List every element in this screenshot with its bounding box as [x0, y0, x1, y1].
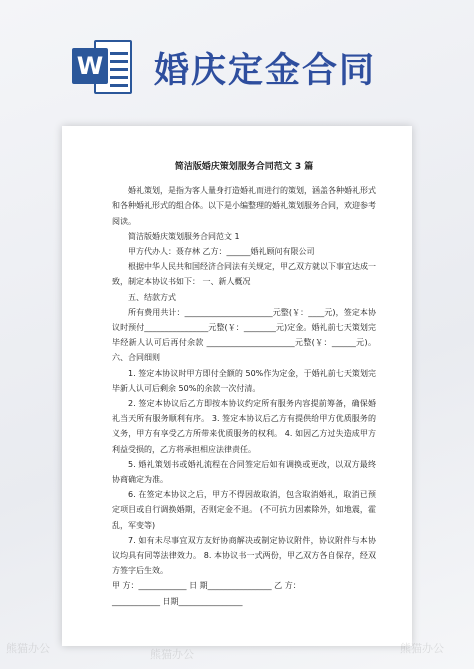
paragraph-section-title: 简洁版婚庆策划服务合同范文 1	[128, 231, 240, 241]
watermark: 熊猫办公	[6, 642, 50, 655]
paragraph-clause-5: 5. 婚礼策划书或婚礼流程在合同签定后如有调换或更改，以双方最终协商确定为准。	[112, 459, 376, 485]
paragraph-clause-1: 1. 签定本协议时甲方即付全额的 50%作为定金，于婚礼前七天策划完毕新人认可后剩余 50%的余款一次付清。	[112, 368, 376, 393]
paragraph-basis: 根据中华人民共和国经济合同法有关规定，甲乙双方就以下事宜达成一致，制定本协议书如下： 一、新人概况	[112, 262, 376, 287]
paragraph-clause-6: 6. 在签定本协议之后，甲方不得因故取消，包含取消婚礼，取消已预定项目或自行调换婚期，否则定金不退。 (不可抗力因素除外，如地震，霍乱，军变等)	[112, 490, 376, 530]
watermark: 熊猫办公	[400, 642, 444, 655]
signature-line-1: 甲 方：____________ 日 期________________ 乙 方：	[112, 581, 301, 591]
document-content	[112, 160, 376, 609]
document-title: 简洁版婚庆策划服务合同范文 3 篇	[174, 162, 314, 172]
word-letter: W	[72, 48, 108, 84]
word-icon	[72, 36, 134, 98]
paragraph-clause-7-8: 7. 如有未尽事宜双方友好协商解决或制定协议附件，协议附件与本协议均具有同等法律效力。 8. 本协议书一式两份，甲乙双方各自保存，经双方签字后生效。	[112, 535, 376, 576]
paragraph-payment: 所有费用共计：______________________元整(￥：____元)，签定本协议时预付________________元整(￥：________元)定金。婚礼前七天策划完毕经新人认可后再付余款 ______________________元整(￥：______元)。 六、合同细则	[112, 307, 376, 363]
header	[0, 0, 474, 115]
paragraph-clause-2-4: 2. 签定本协议后乙方即按本协议约定所有服务内容提前筹备，确保婚礼当天所有服务顺利有序。 3. 签定本协议后乙方有提供给甲方优质服务的义务，甲方有享受乙方所带来优质服务的权利。 4. 如因乙方过失造成甲方利益受损的，乙方将承担相应法律责任。	[112, 399, 376, 454]
paragraph-intro: 婚礼策划，是指为客人量身打造婚礼而进行的策划，涵盖各种婚礼形式和各种婚礼形式的组合体。以下是小编整理的婚礼策划服务合同，欢迎参考阅读。	[112, 186, 376, 226]
document-heading: 婚庆定金合同	[154, 51, 377, 91]
paragraph-payment-heading: 五、结款方式	[128, 292, 176, 302]
watermark: 熊猫办公	[150, 648, 194, 661]
paragraph-parties: 甲方代办人：聂存林 乙方：______婚礼顾问有限公司	[128, 247, 315, 257]
signature-line-2: ____________ 日期________________	[112, 596, 243, 606]
